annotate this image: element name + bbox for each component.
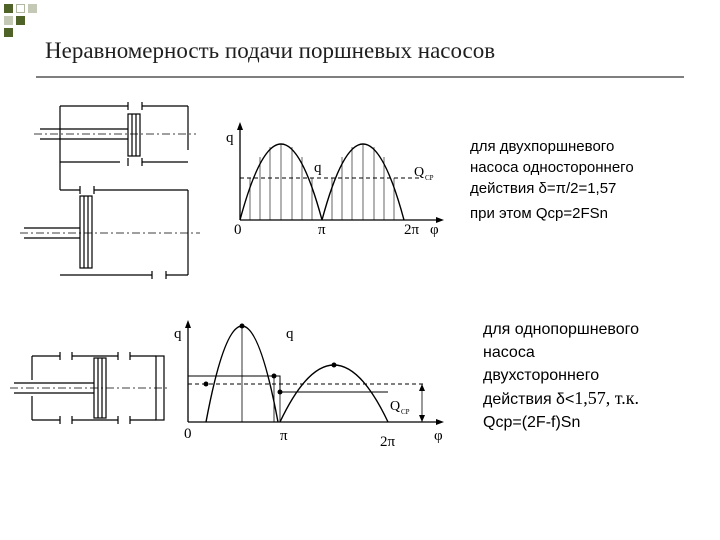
slide-title: Неравномерность подачи поршневых насосов <box>45 38 496 63</box>
x-tick-two-pi: 2π <box>404 222 420 238</box>
single-piston-description <box>483 318 639 434</box>
description-line <box>483 387 639 411</box>
curve-label: q <box>286 326 294 342</box>
corner-square <box>16 16 25 25</box>
corner-square <box>4 16 13 25</box>
double-piston-description <box>470 136 634 224</box>
corner-square <box>28 4 37 13</box>
x-tick-two-pi: 2π <box>380 434 396 448</box>
mean-flow-label: Q <box>390 399 401 414</box>
title-underline <box>36 76 684 78</box>
x-axis-label: φ <box>434 428 443 444</box>
double-piston-pump-schematic <box>20 100 200 280</box>
double-piston-flow-graph <box>226 120 446 240</box>
x-tick-zero: 0 <box>184 426 192 442</box>
x-tick-pi: π <box>318 222 326 238</box>
x-tick-pi: π <box>280 428 288 444</box>
description-line: насоса <box>483 344 535 361</box>
curve-label: q <box>314 160 322 176</box>
description-fragment: 1,57, т.к. <box>574 388 640 408</box>
description-line: для двухпоршневого <box>470 138 615 155</box>
y-axis-label: q <box>174 326 182 342</box>
corner-square <box>4 4 13 13</box>
description-fragment: действия δ< <box>483 391 575 408</box>
mean-flow-subscript: СР <box>401 408 410 416</box>
corner-square <box>16 4 25 13</box>
x-axis-label: φ <box>430 222 439 238</box>
x-tick-zero: 0 <box>234 222 242 238</box>
single-piston-pump-schematic <box>10 346 170 436</box>
description-line: насоса одностороннего <box>470 159 634 176</box>
single-piston-flow-graph <box>170 318 450 448</box>
description-line: для однопоршневого <box>483 321 640 338</box>
description-line: Qср=(2F-f)Sn <box>483 414 581 431</box>
y-axis-label: q <box>226 130 234 146</box>
description-line: при этом Qср=2FSn <box>470 205 608 222</box>
mean-flow-label: Q <box>414 165 425 180</box>
corner-square <box>4 28 13 37</box>
mean-flow-subscript: СР <box>425 174 434 182</box>
description-line: действия δ=π/2=1,57 <box>470 180 617 197</box>
corner-decoration <box>0 0 40 40</box>
description-line: двухстороннего <box>483 367 600 384</box>
